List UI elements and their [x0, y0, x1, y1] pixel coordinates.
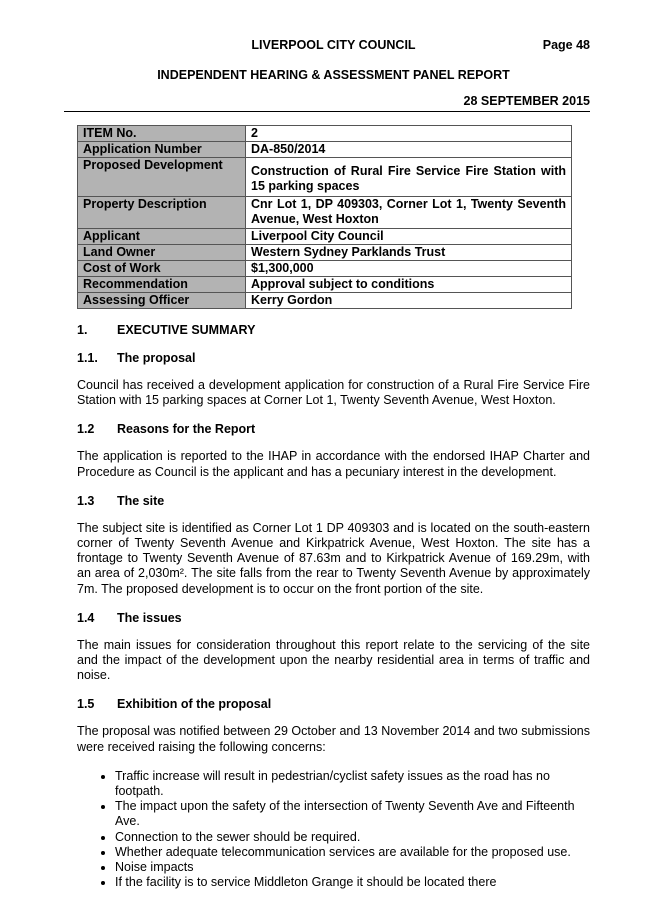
row-value: Liverpool City Council: [246, 229, 572, 245]
section-number: 1.2: [77, 422, 95, 437]
subsection-heading-proposal: [77, 351, 590, 365]
section-number: 1.1.: [77, 351, 98, 365]
row-value: $1,300,000: [246, 261, 572, 277]
row-value: DA-850/2014: [246, 142, 572, 158]
list-item: • Noise impacts: [115, 860, 590, 875]
list-item: • Whether adequate telecommunication services are available for the proposed use.: [115, 845, 590, 860]
section-number: 1.: [77, 323, 88, 337]
application-details-table: [77, 125, 572, 309]
list-item: • If the facility is to service Middleton Grange it should be located there: [115, 875, 590, 890]
subsection-heading-reasons: [77, 422, 590, 436]
row-value: Approval subject to conditions: [246, 277, 572, 293]
subsection-heading-exhibition: [77, 697, 590, 711]
row-label: Recommendation: [78, 277, 246, 293]
table-row: [78, 229, 572, 245]
report-date: 28 SEPTEMBER 2015: [463, 94, 590, 108]
table-row: [78, 126, 572, 142]
header-divider: [64, 111, 590, 112]
section-number: 1.3: [77, 493, 95, 508]
list-item: • The impact upon the safety of the intersection of Twenty Seventh Ave and Fifteenth Ave.: [115, 799, 590, 829]
row-label: Application Number: [78, 142, 246, 158]
row-value: 2: [246, 126, 572, 142]
table-row: [78, 197, 572, 229]
section-number: 1.5: [77, 697, 95, 712]
list-item: • Traffic increase will result in pedestrian/cyclist safety issues as the road has no footpath.: [115, 769, 590, 799]
proposal-paragraph: Council has received a development application for construction of a Rural Fire Service Fire Station with 15 parking spaces at Corner Lot 1, Twenty Seventh Avenue, West Hoxton.: [77, 378, 590, 408]
row-value: Cnr Lot 1, DP 409303, Corner Lot 1, Twenty Seventh Avenue, West Hoxton: [246, 197, 572, 229]
section-title: The site: [117, 493, 165, 508]
row-label: Property Description: [78, 197, 246, 229]
row-label: Assessing Officer: [78, 293, 246, 309]
table-row: [78, 261, 572, 277]
table-row: [78, 245, 572, 261]
table-row: [78, 277, 572, 293]
row-label: ITEM No.: [78, 126, 246, 142]
council-name: LIVERPOOL CITY COUNCIL: [251, 38, 416, 52]
section-heading-executive-summary: [77, 323, 590, 337]
subsection-heading-issues: [77, 611, 590, 625]
issues-paragraph: The main issues for consideration throughout this report relate to the servicing of the site and the impact of the development upon the nearby residential area in terms of traffic and noise.: [77, 637, 590, 683]
row-label: Cost of Work: [78, 261, 246, 277]
exhibition-paragraph: The proposal was notified between 29 October and 13 November 2014 and two submissions were received raising the following concerns:: [77, 724, 590, 754]
header-line: [77, 38, 590, 52]
concerns-list: [77, 769, 590, 891]
row-label: Applicant: [78, 229, 246, 245]
section-number: 1.4: [77, 610, 95, 625]
row-label: Proposed Development: [78, 158, 246, 197]
reasons-paragraph: The application is reported to the IHAP in accordance with the endorsed IHAP Charter and Procedure as Council is the applicant and has a pecuniary interest in the development.: [77, 449, 590, 479]
section-title: Exhibition of the proposal: [117, 697, 272, 712]
table-row: [78, 142, 572, 158]
row-value: Western Sydney Parklands Trust: [246, 245, 572, 261]
list-item: • Connection to the sewer should be required.: [115, 830, 590, 845]
row-label: Land Owner: [78, 245, 246, 261]
subsection-heading-site: [77, 494, 590, 508]
section-title: Reasons for the Report: [117, 422, 256, 437]
site-paragraph: The subject site is identified as Corner Lot 1 DP 409303 and is located on the south-eastern corner of Twenty Seventh Avenue and Kirkpatrick Avenue, West Hoxton. The site has a frontage to Twenty Seventh Avenue of 87.63m and to Kirkpatrick Avenue of 169.29m, with an area of 2,030m². The site falls from the rear to Twenty Seventh Avenue by approximately 7m. The proposed development is to occur on the front portion of the site.: [77, 520, 590, 596]
table-row: [78, 158, 572, 197]
section-title: EXECUTIVE SUMMARY: [117, 323, 256, 337]
section-title: The proposal: [117, 351, 196, 365]
report-body: [77, 323, 590, 890]
table-row: [78, 293, 572, 309]
row-value: Kerry Gordon: [246, 293, 572, 309]
page-number: Page 48: [542, 38, 590, 52]
section-title: The issues: [117, 610, 182, 625]
row-value: Construction of Rural Fire Service Fire Station with 15 parking spaces: [246, 158, 572, 197]
report-title: INDEPENDENT HEARING & ASSESSMENT PANEL REPORT: [157, 68, 510, 82]
